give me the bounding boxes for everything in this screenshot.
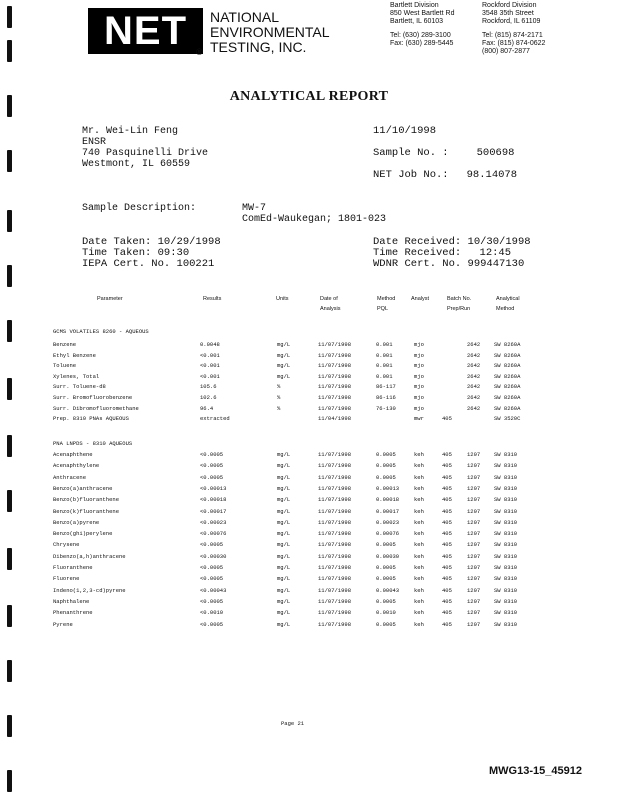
cell-method: SW 8310 [494,575,518,583]
cell-run: 1207 [467,530,481,538]
cell-parameter: Phenanthrene [53,609,93,617]
table-row [0,451,618,461]
cell-batch: 405 [442,552,452,560]
cell-units: mg/L [277,530,291,538]
cell-date: 11/07/1998 [318,518,352,526]
cell-date: 11/07/1998 [318,586,352,594]
cell-analyst: keh [414,552,424,560]
table-row [0,621,618,631]
cell-method-pql: 0.001 [376,351,393,359]
punch-hole [7,150,12,172]
cell-batch: 405 [442,575,452,583]
cell-analyst: keh [414,530,424,538]
wdnr-cert-number: 999447130 [467,258,525,270]
section-title-pna: PNA LNPDS - 8310 AQUEOUS [53,440,133,447]
cell-parameter: Xylenes, Total [53,372,100,380]
cell-method-pql: 0.00013 [376,484,400,492]
cell-date: 11/07/1998 [318,564,352,571]
cell-parameter: Surr. Toluene-d8 [53,383,106,391]
cell-run: 1207 [467,620,481,628]
cell-result: <0.001 [200,372,220,380]
cell-date: 11/07/1998 [318,473,352,481]
cell-date: 11/07/1998 [318,451,352,458]
cell-result: <0.00043 [200,586,227,594]
cell-method-pql: 0.0005 [376,451,396,458]
cell-method-pql: 0.0005 [376,541,396,549]
cell-parameter: Prep. 8310 PNAs AQUEOUS [53,415,129,423]
cell-method: SW 8260A [494,341,521,348]
cell-units: mg/L [277,564,291,571]
cell-units: mg/L [277,473,291,481]
rockford-division-address: Rockford Division 3548 35th Street Rockford, IL 61109 Tel: (815) 874-2171 Fax: (815) 874-0622 (800) 807-2877 [482,2,546,55]
cell-analyst: keh [414,564,424,571]
punch-hole [7,265,12,287]
cell-result: <0.0005 [200,462,224,470]
cell-method: SW 8310 [494,451,518,458]
cell-result: <0.0005 [200,451,224,458]
table-row [0,564,618,574]
cell-date: 11/07/1998 [318,575,352,583]
cell-parameter: Surr. Dibromofluoromethane [53,404,139,412]
cell-units: mg/L [277,462,291,470]
cell-method-pql: 0.001 [376,362,393,370]
cell-method-pql: 0.00018 [376,496,400,504]
sample-info: 11/10/1998 Sample No. : 500698 NET Job No.: 98.14078 [373,125,518,181]
cell-parameter: Toluene [53,362,77,370]
cell-analyst: keh [414,586,424,594]
cell-units: mg/L [277,620,291,628]
cell-date: 11/07/1998 [318,541,352,549]
cell-method-pql: 0.001 [376,372,393,380]
cell-method: SW 8260A [494,383,521,391]
time-taken: 09:30 [157,247,190,259]
cell-run: 1207 [467,597,481,605]
cell-analyst: keh [414,597,424,605]
cell-parameter: Benzo(ghi)perylene [53,530,113,538]
cell-analyst: keh [414,451,424,458]
cell-run: 1207 [467,609,481,617]
cell-date: 11/07/1998 [318,530,352,538]
cell-units: mg/L [277,541,291,549]
cell-batch: 405 [442,518,452,526]
cell-result: <0.00023 [200,518,227,526]
cell-method-pql: 0.00023 [376,518,400,526]
cell-method-pql: 0.00030 [376,552,400,560]
cell-batch: 405 [442,415,452,423]
col-header-results: Results [203,296,222,302]
cell-method: SW 8310 [494,609,518,617]
cell-date: 11/07/1998 [318,620,352,628]
cell-analyst: mjo [414,394,424,401]
cell-parameter: Ethyl Benzene [53,351,96,359]
cell-method: SW 8310 [494,484,518,492]
cell-result: <0.00013 [200,484,227,492]
cell-result: <0.00017 [200,507,227,515]
company-name: NATIONAL ENVIRONMENTAL TESTING, INC. [210,9,330,55]
cell-result: <0.0005 [200,575,224,583]
cell-method-pql: 76-130 [376,404,396,412]
col-header-batch: Batch No. Prep/Run [447,296,472,312]
cell-batch: 405 [442,586,452,594]
cell-analyst: mjo [414,404,424,412]
table-row [0,362,618,372]
cell-method: SW 8260A [494,404,521,412]
cell-method-pql: 0.0005 [376,462,396,470]
cell-analyst: keh [414,609,424,617]
cell-date: 11/07/1998 [318,609,352,617]
cell-run: 1207 [467,575,481,583]
col-header-analytical-method: Analytical Method [496,296,520,312]
table-row [0,587,618,597]
cell-method-pql: 86-116 [376,394,396,401]
cell-analyst: mjo [414,362,424,370]
client-address: Mr. Wei-Lin Feng ENSR 740 Pasquinelli Drive Westmont, IL 60559 [82,126,209,170]
cell-units: mg/L [277,451,291,458]
table-row [0,609,618,619]
cell-analyst: keh [414,620,424,628]
col-header-analyst: Analyst [411,296,430,302]
cell-parameter: Benzo(a)anthracene [53,484,113,492]
date-received-block: Date Received: 10/30/1998 Time Received: 12:45 WDNR Cert. No. 999447130 [373,236,531,270]
table-row [0,541,618,551]
cell-run: 1207 [467,462,481,470]
report-date: 11/10/1998 [373,125,437,137]
cell-batch: 405 [442,473,452,481]
table-row [0,462,618,472]
cell-method: SW 8310 [494,462,518,470]
cell-date: 11/07/1998 [318,362,352,370]
cell-method: SW 8310 [494,541,518,549]
cell-units: mg/L [277,372,291,380]
section-title-volatiles: GCMS VOLATILES 8260 - AQUEOUS [53,328,149,335]
col-header-units: Units [276,296,289,302]
cell-run: 2642 [467,372,481,380]
cell-analyst: keh [414,507,424,515]
table-row [0,575,618,585]
table-row [0,485,618,495]
cell-method-pql: 0.00076 [376,530,400,538]
cell-analyst: mjo [414,351,424,359]
cell-method: SW 8260A [494,394,521,401]
punch-hole [7,770,12,792]
iepa-cert-number: 100221 [176,258,215,270]
cell-result: 102.6 [200,394,217,401]
col-header-date: Date of Analysis [320,296,341,312]
cell-parameter: Anthracene [53,473,87,481]
cell-analyst: keh [414,462,424,470]
cell-units: % [277,404,281,412]
cell-date: 11/04/1998 [318,415,352,423]
cell-batch: 405 [442,530,452,538]
cell-units: mg/L [277,552,291,560]
table-row [0,553,618,563]
page-number: Page 21 [281,720,305,727]
cell-run: 2642 [467,341,481,348]
table-row [0,341,618,351]
punch-hole [7,210,12,232]
table-row [0,508,618,518]
cell-analyst: keh [414,518,424,526]
cell-units: mg/L [277,341,291,348]
cell-batch: 405 [442,484,452,492]
cell-batch: 405 [442,496,452,504]
date-taken-block: Date Taken: 10/29/1998 Time Taken: 09:30 IEPA Cert. No. 100221 [82,236,221,270]
table-row [0,383,618,393]
cell-units: mg/L [277,518,291,526]
cell-method: SW 8310 [494,552,518,560]
cell-method-pql: 0.0005 [376,620,396,628]
cell-run: 1207 [467,552,481,560]
cell-units: mg/L [277,507,291,515]
table-row [0,519,618,529]
cell-batch: 405 [442,609,452,617]
table-row [0,394,618,404]
table-row [0,496,618,506]
cell-result: 0.0048 [200,341,220,348]
table-row [0,598,618,608]
cell-method: SW 3520C [494,415,521,423]
cell-run: 2642 [467,351,481,359]
punch-hole [7,6,12,28]
cell-parameter: Dibenzo(a,h)anthracene [53,552,126,560]
cell-units: mg/L [277,586,291,594]
cell-analyst: mjo [414,372,424,380]
date-received: 10/30/1998 [467,236,531,248]
cell-result: <0.0005 [200,620,224,628]
cell-result: <0.00076 [200,530,227,538]
cell-date: 11/07/1998 [318,404,352,412]
cell-date: 11/07/1998 [318,496,352,504]
cell-parameter: Acenaphthene [53,451,93,458]
cell-method: SW 8260A [494,351,521,359]
cell-method: SW 8310 [494,496,518,504]
punch-hole [7,320,12,342]
cell-method: SW 8260A [494,362,521,370]
cell-analyst: keh [414,473,424,481]
cell-method-pql: 86-117 [376,383,396,391]
cell-parameter: Benzene [53,341,77,348]
punch-hole [7,40,12,62]
cell-units: mg/L [277,597,291,605]
cell-parameter: Surr. Bromofluorobenzene [53,394,133,401]
cell-run: 2642 [467,404,481,412]
cell-date: 11/07/1998 [318,462,352,470]
cell-parameter: Benzo(b)fluoranthene [53,496,120,504]
cell-result: 105.6 [200,383,217,391]
cell-date: 11/07/1998 [318,597,352,605]
sample-description: Sample Description: MW-7 ComEd-Waukegan; 1801-023 [82,203,387,225]
cell-parameter: Fluorene [53,575,80,583]
cell-batch: 405 [442,564,452,571]
cell-parameter: Fluoranthene [53,564,93,571]
cell-method: SW 8260A [494,372,521,380]
cell-date: 11/07/1998 [318,372,352,380]
cell-method-pql: 0.0005 [376,564,396,571]
cell-run: 1207 [467,473,481,481]
cell-method-pql: 0.0005 [376,473,396,481]
cell-parameter: Benzo(a)pyrene [53,518,100,526]
cell-parameter: Benzo(k)fluoranthene [53,507,120,515]
col-header-parameter: Parameter [97,296,123,302]
cell-batch: 405 [442,620,452,628]
job-number: 98.14078 [466,169,518,181]
cell-result: <0.00030 [200,552,227,560]
cell-run: 1207 [467,451,481,458]
cell-method-pql: 0.001 [376,341,393,348]
cell-run: 1207 [467,586,481,594]
cell-run: 1207 [467,518,481,526]
cell-units: mg/L [277,609,291,617]
cell-date: 11/07/1998 [318,507,352,515]
report-title: ANALYTICAL REPORT [229,89,389,104]
cell-parameter: Pyrene [53,620,73,628]
cell-method-pql: 0.0005 [376,597,396,605]
cell-analyst: keh [414,575,424,583]
net-logo: NET [88,8,203,54]
cell-batch: 405 [442,597,452,605]
cell-date: 11/07/1998 [318,552,352,560]
registered-mark: ® [196,47,203,57]
cell-parameter: Acenaphthylene [53,462,100,470]
cell-method-pql: 0.00017 [376,507,400,515]
cell-method: SW 8310 [494,473,518,481]
cell-analyst: keh [414,484,424,492]
table-row [0,352,618,362]
cell-batch: 405 [442,541,452,549]
sample-number: 500698 [476,147,515,159]
cell-batch: 405 [442,507,452,515]
cell-method: SW 8310 [494,597,518,605]
cell-batch: 405 [442,451,452,458]
cell-units: mg/L [277,351,291,359]
cell-run: 2642 [467,394,481,401]
punch-hole [7,715,12,737]
cell-result: <0.00018 [200,496,227,504]
cell-analyst: keh [414,496,424,504]
cell-result: <0.0005 [200,564,224,571]
table-row [0,415,618,425]
cell-method: SW 8310 [494,620,518,628]
cell-result: 96.4 [200,404,214,412]
cell-date: 11/07/1998 [318,341,352,348]
date-taken: 10/29/1998 [157,236,221,248]
cell-units: mg/L [277,575,291,583]
cell-parameter: Indeno(1,2,3-cd)pyrene [53,586,126,594]
cell-run: 1207 [467,496,481,504]
cell-method-pql: 0.00043 [376,586,400,594]
cell-units: mg/L [277,484,291,492]
cell-analyst: mjo [414,383,424,391]
punch-hole [7,660,12,682]
cell-run: 1207 [467,507,481,515]
cell-method: SW 8310 [494,564,518,571]
cell-method: SW 8310 [494,530,518,538]
cell-parameter: Naphthalene [53,597,90,605]
cell-result: <0.0005 [200,541,224,549]
cell-date: 11/07/1998 [318,394,352,401]
cell-result: extracted [200,415,230,423]
cell-result: <0.0005 [200,473,224,481]
cell-analyst: mwr [414,415,424,423]
document-id: MWG13-15_45912 [489,765,582,777]
table-row [0,530,618,540]
cell-batch: 405 [442,462,452,470]
cell-date: 11/07/1998 [318,484,352,492]
time-received: 12:45 [479,247,512,259]
cell-result: <0.0005 [200,597,224,605]
cell-units: mg/L [277,496,291,504]
cell-run: 1207 [467,564,481,571]
bartlett-division-address: Bartlett Division 850 West Bartlett Rd Bartlett, IL 60103 Tel: (630) 289-3100 Fax: (630) 289-5445 [390,2,455,47]
cell-date: 11/07/1998 [318,351,352,359]
cell-result: <0.001 [200,362,220,370]
cell-units: % [277,394,281,401]
table-row [0,405,618,415]
cell-units: % [277,383,281,391]
cell-units: mg/L [277,362,291,370]
cell-method-pql: 0.0010 [376,609,396,617]
cell-method-pql: 0.0005 [376,575,396,583]
cell-run: 2642 [467,383,481,391]
cell-method: SW 8310 [494,586,518,594]
cell-method: SW 8310 [494,518,518,526]
cell-run: 1207 [467,541,481,549]
cell-method: SW 8310 [494,507,518,515]
cell-analyst: keh [414,541,424,549]
cell-analyst: mjo [414,341,424,348]
cell-run: 2642 [467,362,481,370]
table-row [0,373,618,383]
cell-result: <0.001 [200,351,220,359]
table-row [0,474,618,484]
cell-date: 11/07/1998 [318,383,352,391]
col-header-method-pql: Method PQL [377,296,396,312]
cell-parameter: Chrysene [53,541,80,549]
cell-run: 1207 [467,484,481,492]
cell-result: <0.0010 [200,609,224,617]
